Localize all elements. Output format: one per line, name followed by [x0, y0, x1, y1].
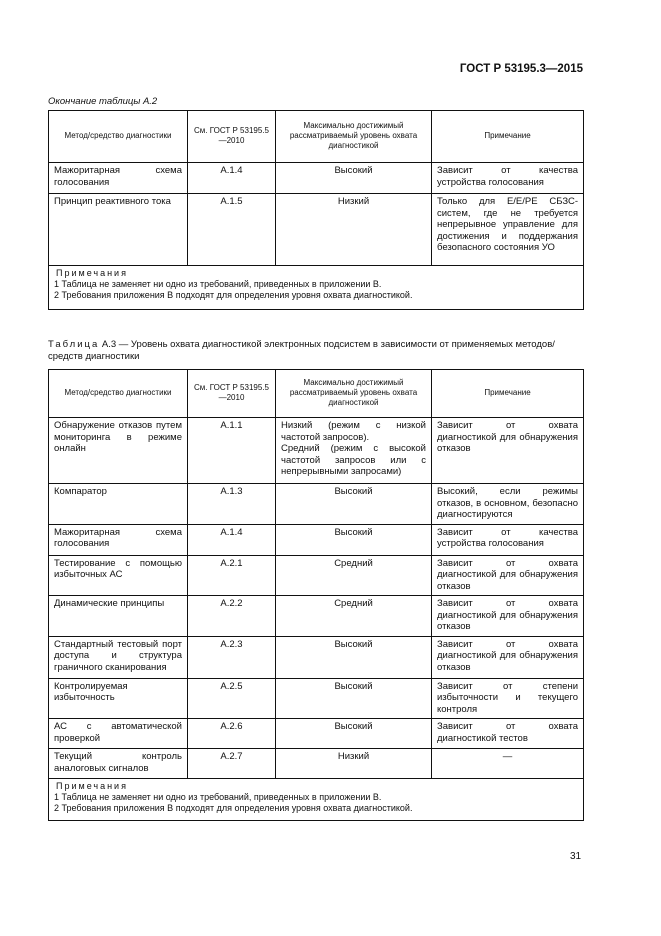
notes-cell — [49, 266, 584, 310]
reference-cell: А.1.4 — [188, 524, 276, 555]
table-row — [49, 524, 584, 555]
column-header-coverage: Максимально достижимый рассматриваемый уровень охвата диагностикой — [276, 370, 432, 418]
reference-cell: А.1.4 — [188, 163, 276, 194]
column-header-reference: См. ГОСТ Р 53195.5—2010 — [188, 111, 276, 163]
note-cell: Зависит от охвата диагностикой тестов — [432, 719, 584, 749]
table-row — [49, 636, 584, 678]
table-a3 — [48, 369, 584, 821]
note-line: 2 Требования приложения В подходят для определения уровня охвата диагностикой. — [54, 290, 413, 300]
coverage-cell: Высокий — [276, 636, 432, 678]
coverage-cell: Низкий — [276, 749, 432, 779]
coverage-cell — [276, 418, 432, 484]
note-cell: Зависит от охвата диагностикой для обнаружения отказов — [432, 418, 584, 484]
note-cell: Высокий, если режимы отказов, в основном, безопасно диагностируются — [432, 484, 584, 525]
note-line: 2 Требования приложения В подходят для определения уровня охвата диагностикой. — [54, 803, 413, 813]
method-cell: Мажоритарная схема голосования — [49, 163, 188, 194]
table-row — [49, 163, 584, 194]
method-cell: Стандартный тестовый порт доступа и структура граничного сканирования — [49, 636, 188, 678]
notes-title: Примечания — [56, 781, 128, 791]
table-header-row — [49, 370, 584, 418]
document-header: ГОСТ Р 53195.3—2015 — [459, 63, 583, 75]
coverage-cell: Высокий — [276, 719, 432, 749]
note-cell: Зависит от охвата диагностикой для обнаружения отказов — [432, 555, 584, 596]
table-header-row — [49, 111, 584, 163]
table-row — [49, 484, 584, 525]
note-line: 1 Таблица не заменяет ни одно из требований, приведенных в приложении В. — [54, 279, 382, 289]
coverage-cell: Высокий — [276, 163, 432, 194]
coverage-cell: Высокий — [276, 524, 432, 555]
note-cell: — — [432, 749, 584, 779]
table-row — [49, 555, 584, 596]
coverage-cell: Высокий — [276, 678, 432, 719]
table-row — [49, 749, 584, 779]
method-cell: Контролируемая избыточность — [49, 678, 188, 719]
table-a2-continuation-caption: Окончание таблицы А.2 — [48, 96, 158, 107]
note-line: 1 Таблица не заменяет ни одно из требований, приведенных в приложении В. — [54, 792, 382, 802]
reference-cell: А.2.3 — [188, 636, 276, 678]
method-cell: АС с автоматической проверкой — [49, 719, 188, 749]
reference-cell: А.2.7 — [188, 749, 276, 779]
table-row — [49, 678, 584, 719]
coverage-cell: Средний — [276, 596, 432, 637]
coverage-cell: Средний — [276, 555, 432, 596]
table-row — [49, 194, 584, 266]
reference-cell: А.1.5 — [188, 194, 276, 266]
note-cell: Зависит от охвата диагностикой для обнаружения отказов — [432, 596, 584, 637]
reference-cell: А.2.5 — [188, 678, 276, 719]
coverage-cell: Низкий — [276, 194, 432, 266]
method-cell: Принцип реактивного тока — [49, 194, 188, 266]
table-a2-end — [48, 110, 584, 310]
note-cell: Только для E/E/PE СБЗС-систем, где не требуется непрерывное управление для достижения и поддержания безопасного состояния УО — [432, 194, 584, 266]
method-cell: Тестирование с помощью избыточных АС — [49, 555, 188, 596]
table-a3-title — [48, 339, 583, 363]
table-label: Таблица — [48, 339, 100, 350]
page-number: 31 — [570, 851, 582, 862]
method-cell: Обнаружение отказов путем мониторинга в режиме онлайн — [49, 418, 188, 484]
coverage-cell: Высокий — [276, 484, 432, 525]
notes-row — [49, 266, 584, 310]
column-header-note: Примечание — [432, 111, 584, 163]
column-header-note: Примечание — [432, 370, 584, 418]
reference-cell: А.2.6 — [188, 719, 276, 749]
column-header-method: Метод/средство диагностики — [49, 370, 188, 418]
table-row — [49, 719, 584, 749]
reference-cell: А.1.1 — [188, 418, 276, 484]
notes-row — [49, 779, 584, 821]
reference-cell: А.1.3 — [188, 484, 276, 525]
method-cell: Мажоритарная схема голосования — [49, 524, 188, 555]
coverage-line: Средний (режим с высокой частотой запросов или с непрерывными запросами) — [281, 443, 426, 477]
note-cell: Зависит от качества устройства голосования — [432, 163, 584, 194]
table-row — [49, 418, 584, 484]
method-cell: Текущий контроль аналоговых сигналов — [49, 749, 188, 779]
column-header-method: Метод/средство диагностики — [49, 111, 188, 163]
note-cell: Зависит от качества устройства голосования — [432, 524, 584, 555]
notes-title: Примечания — [56, 268, 128, 278]
coverage-line: Низкий (режим с низкой частотой запросов). — [281, 420, 426, 443]
reference-cell: А.2.2 — [188, 596, 276, 637]
method-cell: Компаратор — [49, 484, 188, 525]
column-header-coverage: Максимально достижимый рассматриваемый уровень охвата диагностикой — [276, 111, 432, 163]
table-title-text: А.3 — Уровень охвата диагностикой электронных подсистем в зависимости от применяемых методов/средств диагностики — [48, 339, 555, 362]
method-cell: Динамические принципы — [49, 596, 188, 637]
note-cell: Зависит от степени избыточности и текущего контроля — [432, 678, 584, 719]
notes-cell — [49, 779, 584, 821]
table-row — [49, 596, 584, 637]
reference-cell: А.2.1 — [188, 555, 276, 596]
note-cell: Зависит от охвата диагностикой для обнаружения отказов — [432, 636, 584, 678]
column-header-reference: См. ГОСТ Р 53195.5—2010 — [188, 370, 276, 418]
